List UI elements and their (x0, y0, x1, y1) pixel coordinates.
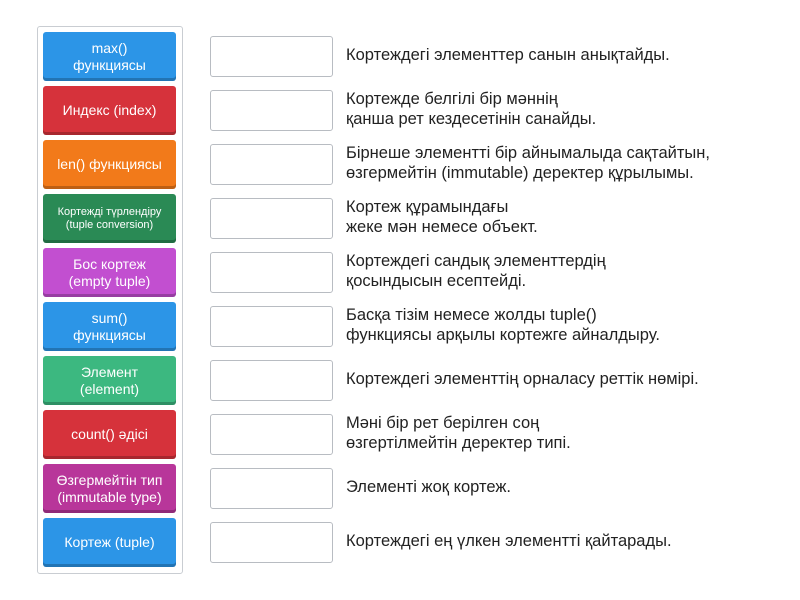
description-text: Бірнеше элементті бір айнымалыда сақтайтын, өзгермейтін (immutable) деректер құрылымы. (346, 144, 710, 182)
draggable-card-immutable-type[interactable] (43, 464, 176, 513)
drop-slot[interactable] (210, 144, 333, 185)
description-text: Басқа тізім немесе жолды tuple() функциясы арқылы кортежге айналдыру. (346, 306, 660, 344)
description-text: Кортеждегі сандық элементтердің қосындысын есептейді. (346, 252, 606, 290)
draggable-card-empty-tuple[interactable] (43, 248, 176, 297)
drop-slot[interactable] (210, 252, 333, 293)
card-label: Индекс (index) (62, 102, 157, 118)
card-label: len() функциясы (57, 156, 162, 172)
description-text: Мәні бір рет берілген соң өзгертілмейтін деректер типі. (346, 414, 571, 452)
drop-slot[interactable] (210, 306, 333, 347)
card-label: Кортежді түрлендіру (tuple conversion) (57, 205, 162, 231)
card-label: Кортеж (tuple) (64, 534, 155, 550)
draggable-card-max[interactable] (43, 32, 176, 81)
drop-slot[interactable] (210, 522, 333, 563)
draggable-card-len[interactable] (43, 140, 176, 189)
description-text: Кортеждегі ең үлкен элементті қайтарады. (346, 532, 672, 550)
draggable-card-tuple[interactable] (43, 518, 176, 567)
card-label: count() әдісі (71, 426, 148, 442)
card-label: Бос кортеж (empty tuple) (68, 255, 151, 289)
card-label: Элемент (element) (79, 363, 140, 397)
draggable-card-sum[interactable] (43, 302, 176, 351)
drop-slot[interactable] (210, 360, 333, 401)
draggable-card-index[interactable] (43, 86, 176, 135)
description-text: Кортеждегі элементтер санын анықтайды. (346, 46, 670, 64)
drop-slot[interactable] (210, 90, 333, 131)
description-text: Элементі жоқ кортеж. (346, 478, 511, 496)
drop-slot[interactable] (210, 36, 333, 77)
draggable-card-element[interactable] (43, 356, 176, 405)
drop-slot[interactable] (210, 198, 333, 239)
description-text: Кортеж құрамындағы жеке мән немесе объект. (346, 198, 538, 236)
drop-slot[interactable] (210, 414, 333, 455)
description-text: Кортежде белгілі бір мәннің қанша рет кездесетінін санайды. (346, 90, 597, 128)
description-text: Кортеждегі элементтің орналасу реттік нөмірі. (346, 370, 699, 388)
draggable-card-tuple-conversion[interactable] (43, 194, 176, 243)
card-label: max() функциясы (73, 39, 146, 73)
card-label: sum() функциясы (73, 309, 146, 343)
card-label: Өзгермейтін тип (immutable type) (56, 471, 163, 505)
drop-slot[interactable] (210, 468, 333, 509)
draggable-card-count[interactable] (43, 410, 176, 459)
